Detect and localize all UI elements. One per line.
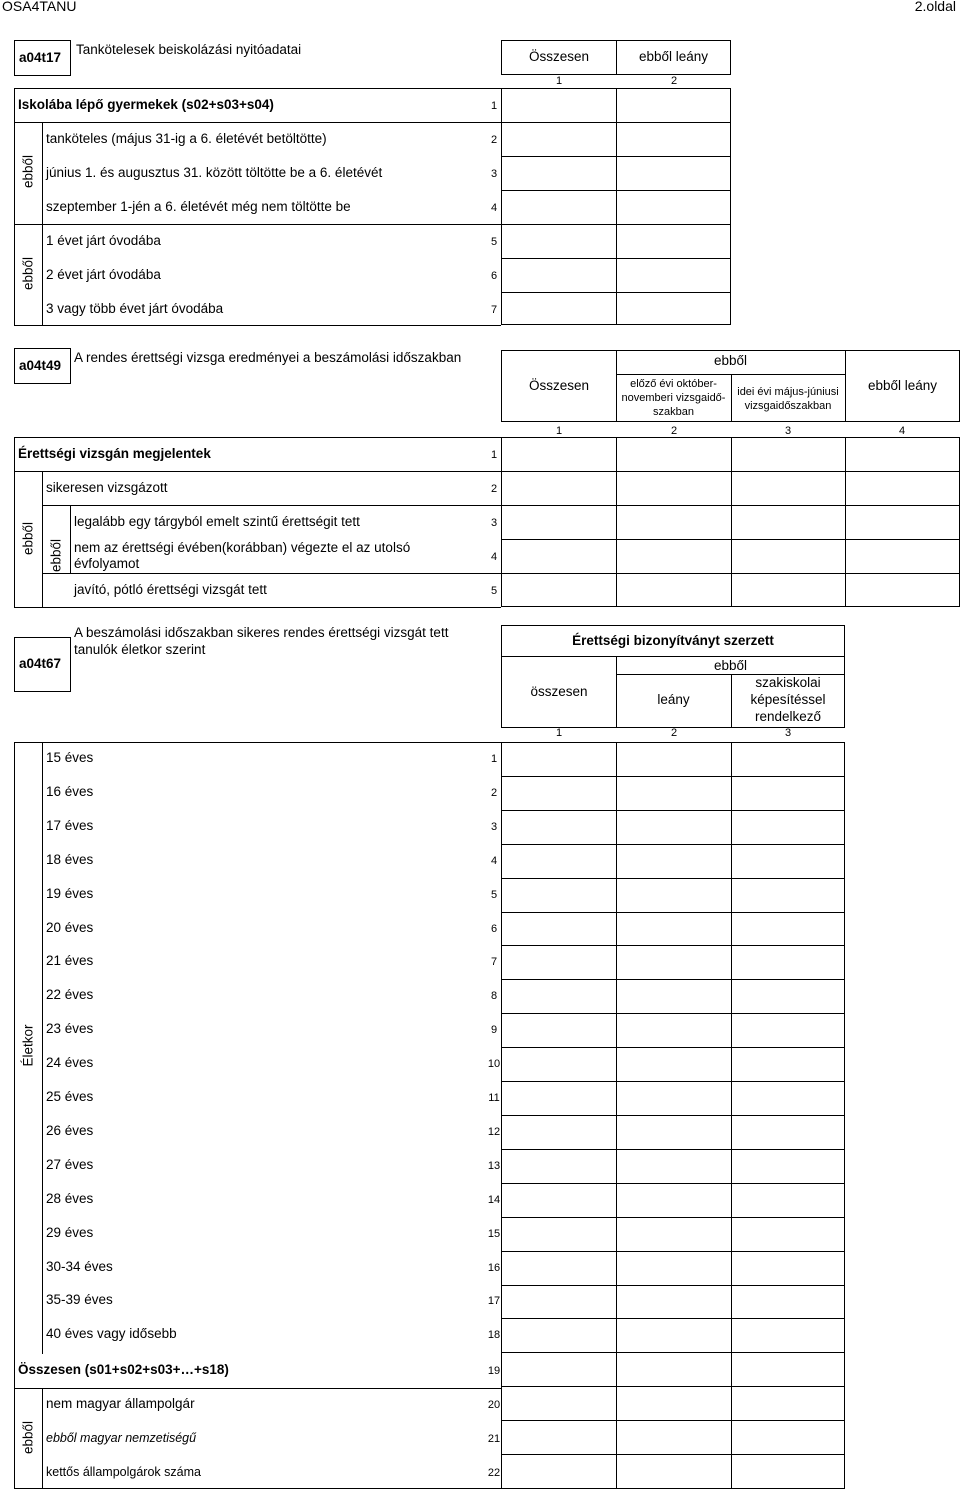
group-label-ebbol: ebből xyxy=(20,521,36,556)
row-num: 22 xyxy=(487,1467,501,1479)
row-label: 15 éves xyxy=(46,750,94,765)
row-num: 1 xyxy=(490,753,498,765)
row-num: 4 xyxy=(490,854,498,867)
table-code: a04t17 xyxy=(19,50,62,65)
table-code: a04t49 xyxy=(19,358,62,373)
row-num: 14 xyxy=(487,1193,501,1206)
col-header-elozo: szakban xyxy=(653,406,694,418)
row-label: 18 éves xyxy=(46,851,94,867)
row-label: nem magyar állampolgár xyxy=(46,1396,195,1411)
col-header-leany: ebből leány xyxy=(867,378,938,393)
row-num: 20 xyxy=(487,1399,501,1411)
col-header-osszesen: Összesen xyxy=(528,49,590,64)
col-num: 3 xyxy=(784,727,792,739)
group-label-ebbol: ebből xyxy=(20,256,36,291)
row-label: 27 éves xyxy=(46,1156,94,1172)
row-label: 19 éves xyxy=(46,885,94,901)
col-header-osszesen: Összesen xyxy=(528,378,590,393)
group-label-ebbol: ebből xyxy=(20,1420,36,1455)
col-num: 2 xyxy=(670,425,678,437)
row-label: 22 éves xyxy=(46,987,94,1003)
col-header-main: Érettségi bizonyítványt szerzett xyxy=(572,633,774,648)
group-label-ebbol-inner: ebből xyxy=(48,538,64,573)
row-num: 12 xyxy=(487,1125,501,1138)
row-num: 5 xyxy=(490,888,498,901)
row-label-total: Összesen (s01+s02+s03+…+s18) xyxy=(18,1362,229,1377)
row-label: tanköteles (május 31-ig a 6. életévét betöltötte) xyxy=(46,131,327,146)
table-title: A beszámolási időszakban sikeres rendes érettségi vizsgát tett xyxy=(74,625,449,640)
row-num: 9 xyxy=(490,1024,498,1037)
col-header-idei: idei évi május-júniusi xyxy=(737,386,839,398)
row-label: 1 évet járt óvodába xyxy=(46,233,161,248)
row-label: évfolyamot xyxy=(74,556,140,571)
row-label: javító, pótló érettségi vizsgát tett xyxy=(74,582,267,597)
row-label: 28 éves xyxy=(46,1190,94,1206)
row-num: 3 xyxy=(490,820,498,833)
table-title: A rendes érettségi vizsga eredményei a beszámolási időszakban xyxy=(74,350,462,365)
col-num: 2 xyxy=(670,727,678,739)
table-code: a04t67 xyxy=(19,656,62,671)
form-code: OSA4TANU xyxy=(2,0,77,14)
group-label-eletkor: Életkor xyxy=(20,1024,36,1067)
row-label: 29 éves xyxy=(46,1224,94,1240)
row-label: 2 évet járt óvodába xyxy=(46,267,161,282)
col-header-osszesen: összesen xyxy=(530,684,588,699)
row-num: 4 xyxy=(490,551,498,563)
row-label: 24 éves xyxy=(46,1055,94,1071)
row-num: 2 xyxy=(490,483,498,495)
row-label: nem az érettségi évében(korábban) végezte el az utolsó xyxy=(74,540,411,555)
row-num: 7 xyxy=(490,304,498,316)
col-header-szak: képesítéssel xyxy=(750,692,826,707)
row-label: 21 éves xyxy=(46,953,94,969)
col-num: 1 xyxy=(555,425,563,437)
col-header-ebbol: ebből xyxy=(713,658,748,673)
row-num: 3 xyxy=(490,168,498,180)
row-num: 15 xyxy=(487,1227,501,1240)
row-label: szeptember 1-jén a 6. életévét még nem töltötte be xyxy=(46,199,351,214)
row-label: 26 éves xyxy=(46,1122,94,1138)
row-num: 6 xyxy=(490,270,498,282)
row-label: ebből magyar nemzetiségű xyxy=(46,1431,197,1445)
row-label: 23 éves xyxy=(46,1021,94,1037)
row-num: 18 xyxy=(487,1329,501,1342)
group-label-ebbol: ebből xyxy=(20,154,36,189)
col-num: 3 xyxy=(784,425,792,437)
col-header-leany: ebből leány xyxy=(638,49,709,64)
table-title: tanulók életkor szerint xyxy=(74,642,206,657)
row-label: június 1. és augusztus 31. között töltötte be a 6. életévét xyxy=(46,165,383,180)
row-num: 5 xyxy=(490,585,498,597)
col-header-leany: leány xyxy=(657,692,690,707)
row-label: legalább egy tárgyból emelt szintű érettségit tett xyxy=(74,514,360,529)
row-label: 25 éves xyxy=(46,1089,94,1104)
col-header-szak: szakiskolai xyxy=(755,675,821,690)
page-number: 2.oldal xyxy=(914,0,956,14)
row-num: 10 xyxy=(487,1058,501,1071)
col-num: 1 xyxy=(555,727,563,739)
col-header-elozo: novemberi vizsgaidő- xyxy=(621,392,726,404)
row-num: 2 xyxy=(490,134,498,146)
row-num: 13 xyxy=(487,1159,501,1172)
table-title: Tankötelesek beiskolázási nyitóadatai xyxy=(76,42,302,57)
row-label: 40 éves vagy idősebb xyxy=(46,1326,177,1342)
row-label: Érettségi vizsgán megjelentek xyxy=(18,446,211,461)
table-code-box xyxy=(14,637,71,692)
row-label: kettős állampolgárok száma xyxy=(46,1465,201,1479)
row-label: 35-39 éves xyxy=(46,1292,113,1308)
row-num: 19 xyxy=(487,1365,501,1377)
col-header-ebbol: ebből xyxy=(713,353,748,368)
row-label: 16 éves xyxy=(46,783,94,799)
row-label: 17 éves xyxy=(46,817,94,833)
table-code-box xyxy=(14,40,71,76)
row-num: 21 xyxy=(487,1433,501,1445)
col-num: 4 xyxy=(898,425,906,437)
row-num: 5 xyxy=(490,236,498,248)
row-label: 20 éves xyxy=(46,919,94,935)
row-num: 2 xyxy=(490,786,498,799)
row-label: sikeresen vizsgázott xyxy=(46,480,168,495)
col-header-szak: rendelkező xyxy=(754,709,822,724)
row-label: Iskolába lépő gyermekek (s02+s03+s04) xyxy=(18,97,274,112)
row-num: 3 xyxy=(490,517,498,529)
row-num: 8 xyxy=(490,990,498,1003)
row-num: 11 xyxy=(488,1092,500,1104)
col-header-elozo: előző évi október- xyxy=(630,378,717,390)
row-num: 17 xyxy=(487,1295,501,1308)
col-header-idei: vizsgaidőszakban xyxy=(744,400,832,412)
col-num: 1 xyxy=(555,75,563,87)
row-num: 16 xyxy=(487,1261,501,1274)
col-num: 2 xyxy=(670,75,678,87)
row-num: 4 xyxy=(490,202,498,214)
row-num: 6 xyxy=(490,922,498,935)
row-num: 7 xyxy=(490,956,498,969)
row-label: 30-34 éves xyxy=(46,1258,113,1274)
table-code-box xyxy=(14,348,71,384)
row-num: 1 xyxy=(490,449,498,461)
row-num: 1 xyxy=(490,100,498,112)
row-label: 3 vagy több évet járt óvodába xyxy=(46,301,224,316)
